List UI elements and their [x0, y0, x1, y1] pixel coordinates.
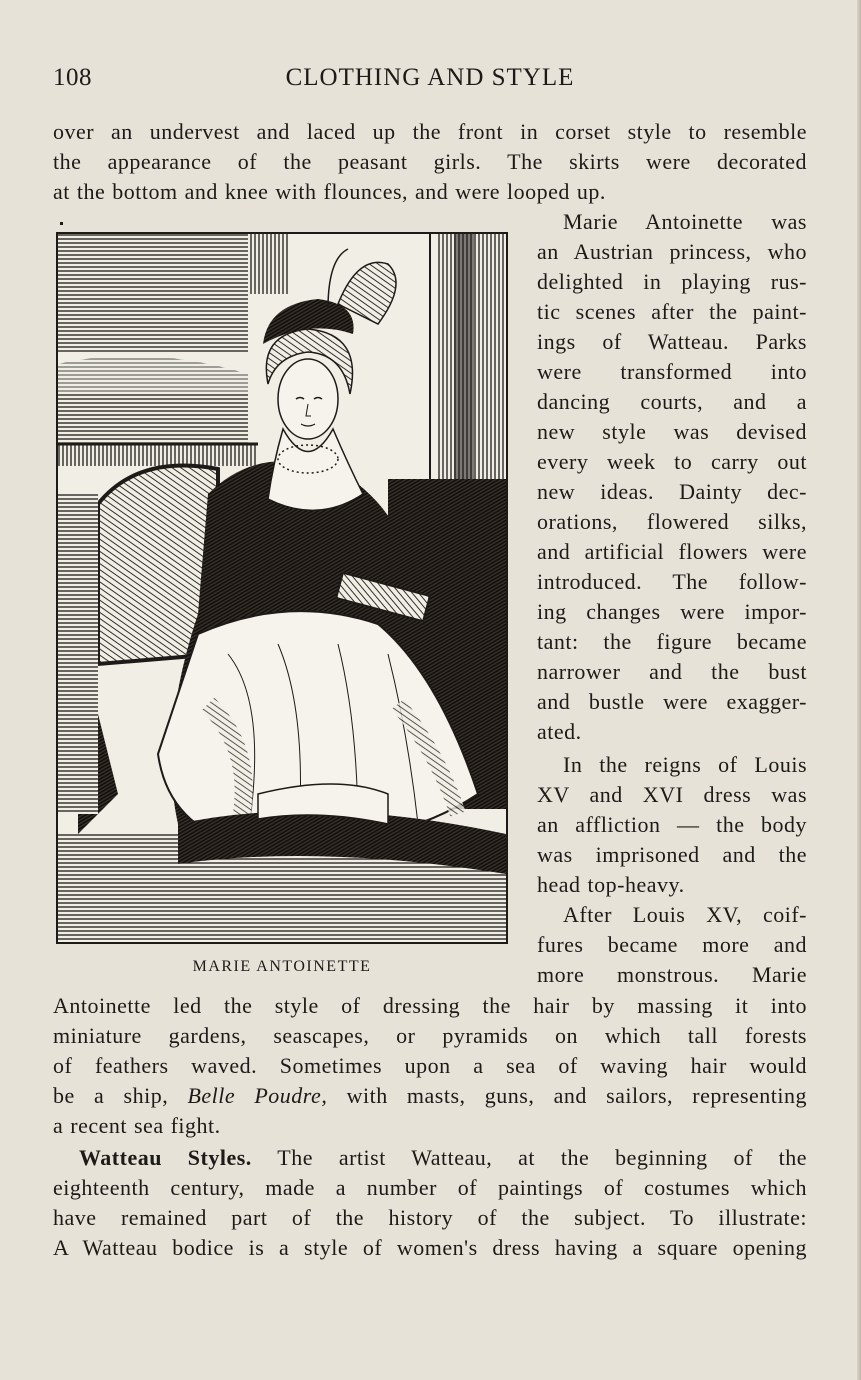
text-line: orations, flowered silks,: [537, 509, 807, 534]
text-span: The artist Watteau, at the beginning of the: [277, 1145, 807, 1170]
text-line: After Louis XV, coif-: [563, 902, 807, 927]
text-line: narrower and the bust: [537, 659, 807, 684]
text-line: tant: the figure became: [537, 629, 807, 654]
marie-antoinette-engraving: [56, 232, 508, 944]
italic-ship-name: Belle Poudre,: [187, 1083, 328, 1108]
text-line: delighted in playing rus-: [537, 269, 807, 294]
text-line: the appearance of the peasant girls. The skirts were decorated: [53, 149, 807, 174]
text-line: and artificial flowers were: [537, 539, 807, 564]
text-line: new style was devised: [537, 419, 807, 444]
text-line: introduced. The follow-: [537, 569, 807, 594]
text-line: new ideas. Dainty dec-: [537, 479, 807, 504]
text-line: [53, 1143, 807, 1173]
print-mark: [60, 222, 63, 225]
text-line: XV and XVI dress was: [537, 782, 807, 807]
text-line: every week to carry out: [537, 449, 807, 474]
text-line: Marie Antoinette was: [563, 209, 807, 234]
text-line: dancing courts, and a: [537, 389, 807, 414]
text-line: more monstrous. Marie: [537, 962, 807, 987]
text-span: be a ship,: [53, 1083, 169, 1108]
text-line: were transformed into: [537, 359, 807, 384]
text-line: eighteenth century, made a number of paintings of costumes which: [53, 1175, 807, 1200]
text-line: tic scenes after the paint-: [537, 299, 807, 324]
text-line: an affliction — the body: [537, 812, 807, 837]
text-line: a recent sea fight.: [53, 1113, 221, 1138]
text-line: ing changes were impor-: [537, 599, 807, 624]
text-line: ated.: [537, 719, 582, 744]
text-line: miniature gardens, seascapes, or pyramids on which tall forests: [53, 1023, 807, 1048]
page-edge: [857, 0, 861, 1380]
page-header: [53, 64, 807, 98]
text-span: with masts, guns, and sailors, representing: [346, 1083, 808, 1108]
text-line: have remained part of the history of the subject. To illustrate:: [53, 1205, 807, 1230]
text-line: A Watteau bodice is a style of women's dress having a square opening: [53, 1235, 807, 1260]
text-line: over an undervest and laced up the front in corset style to resemble: [53, 119, 807, 144]
text-line: of feathers waved. Sometimes upon a sea of waving hair would: [53, 1053, 807, 1078]
text-line: was imprisoned and the: [537, 842, 807, 867]
text-line: Antoinette led the style of dressing the hair by massing it into: [53, 993, 807, 1018]
figure-caption: MARIE ANTOINETTE: [192, 958, 372, 975]
text-line: at the bottom and knee with flounces, and were looped up.: [53, 179, 606, 204]
text-line: and bustle were exagger-: [537, 689, 807, 714]
text-line: head top-heavy.: [537, 872, 685, 897]
engraving-illustration: [58, 234, 506, 942]
text-line: [53, 1081, 807, 1111]
page-number: 108: [53, 64, 92, 91]
section-heading: Watteau Styles.: [79, 1145, 252, 1170]
running-head: CLOTHING AND STYLE: [285, 64, 575, 91]
text-line: an Austrian princess, who: [537, 239, 807, 264]
text-line: ings of Watteau. Parks: [537, 329, 807, 354]
text-line: In the reigns of Louis: [563, 752, 807, 777]
text-line: fures became more and: [537, 932, 807, 957]
